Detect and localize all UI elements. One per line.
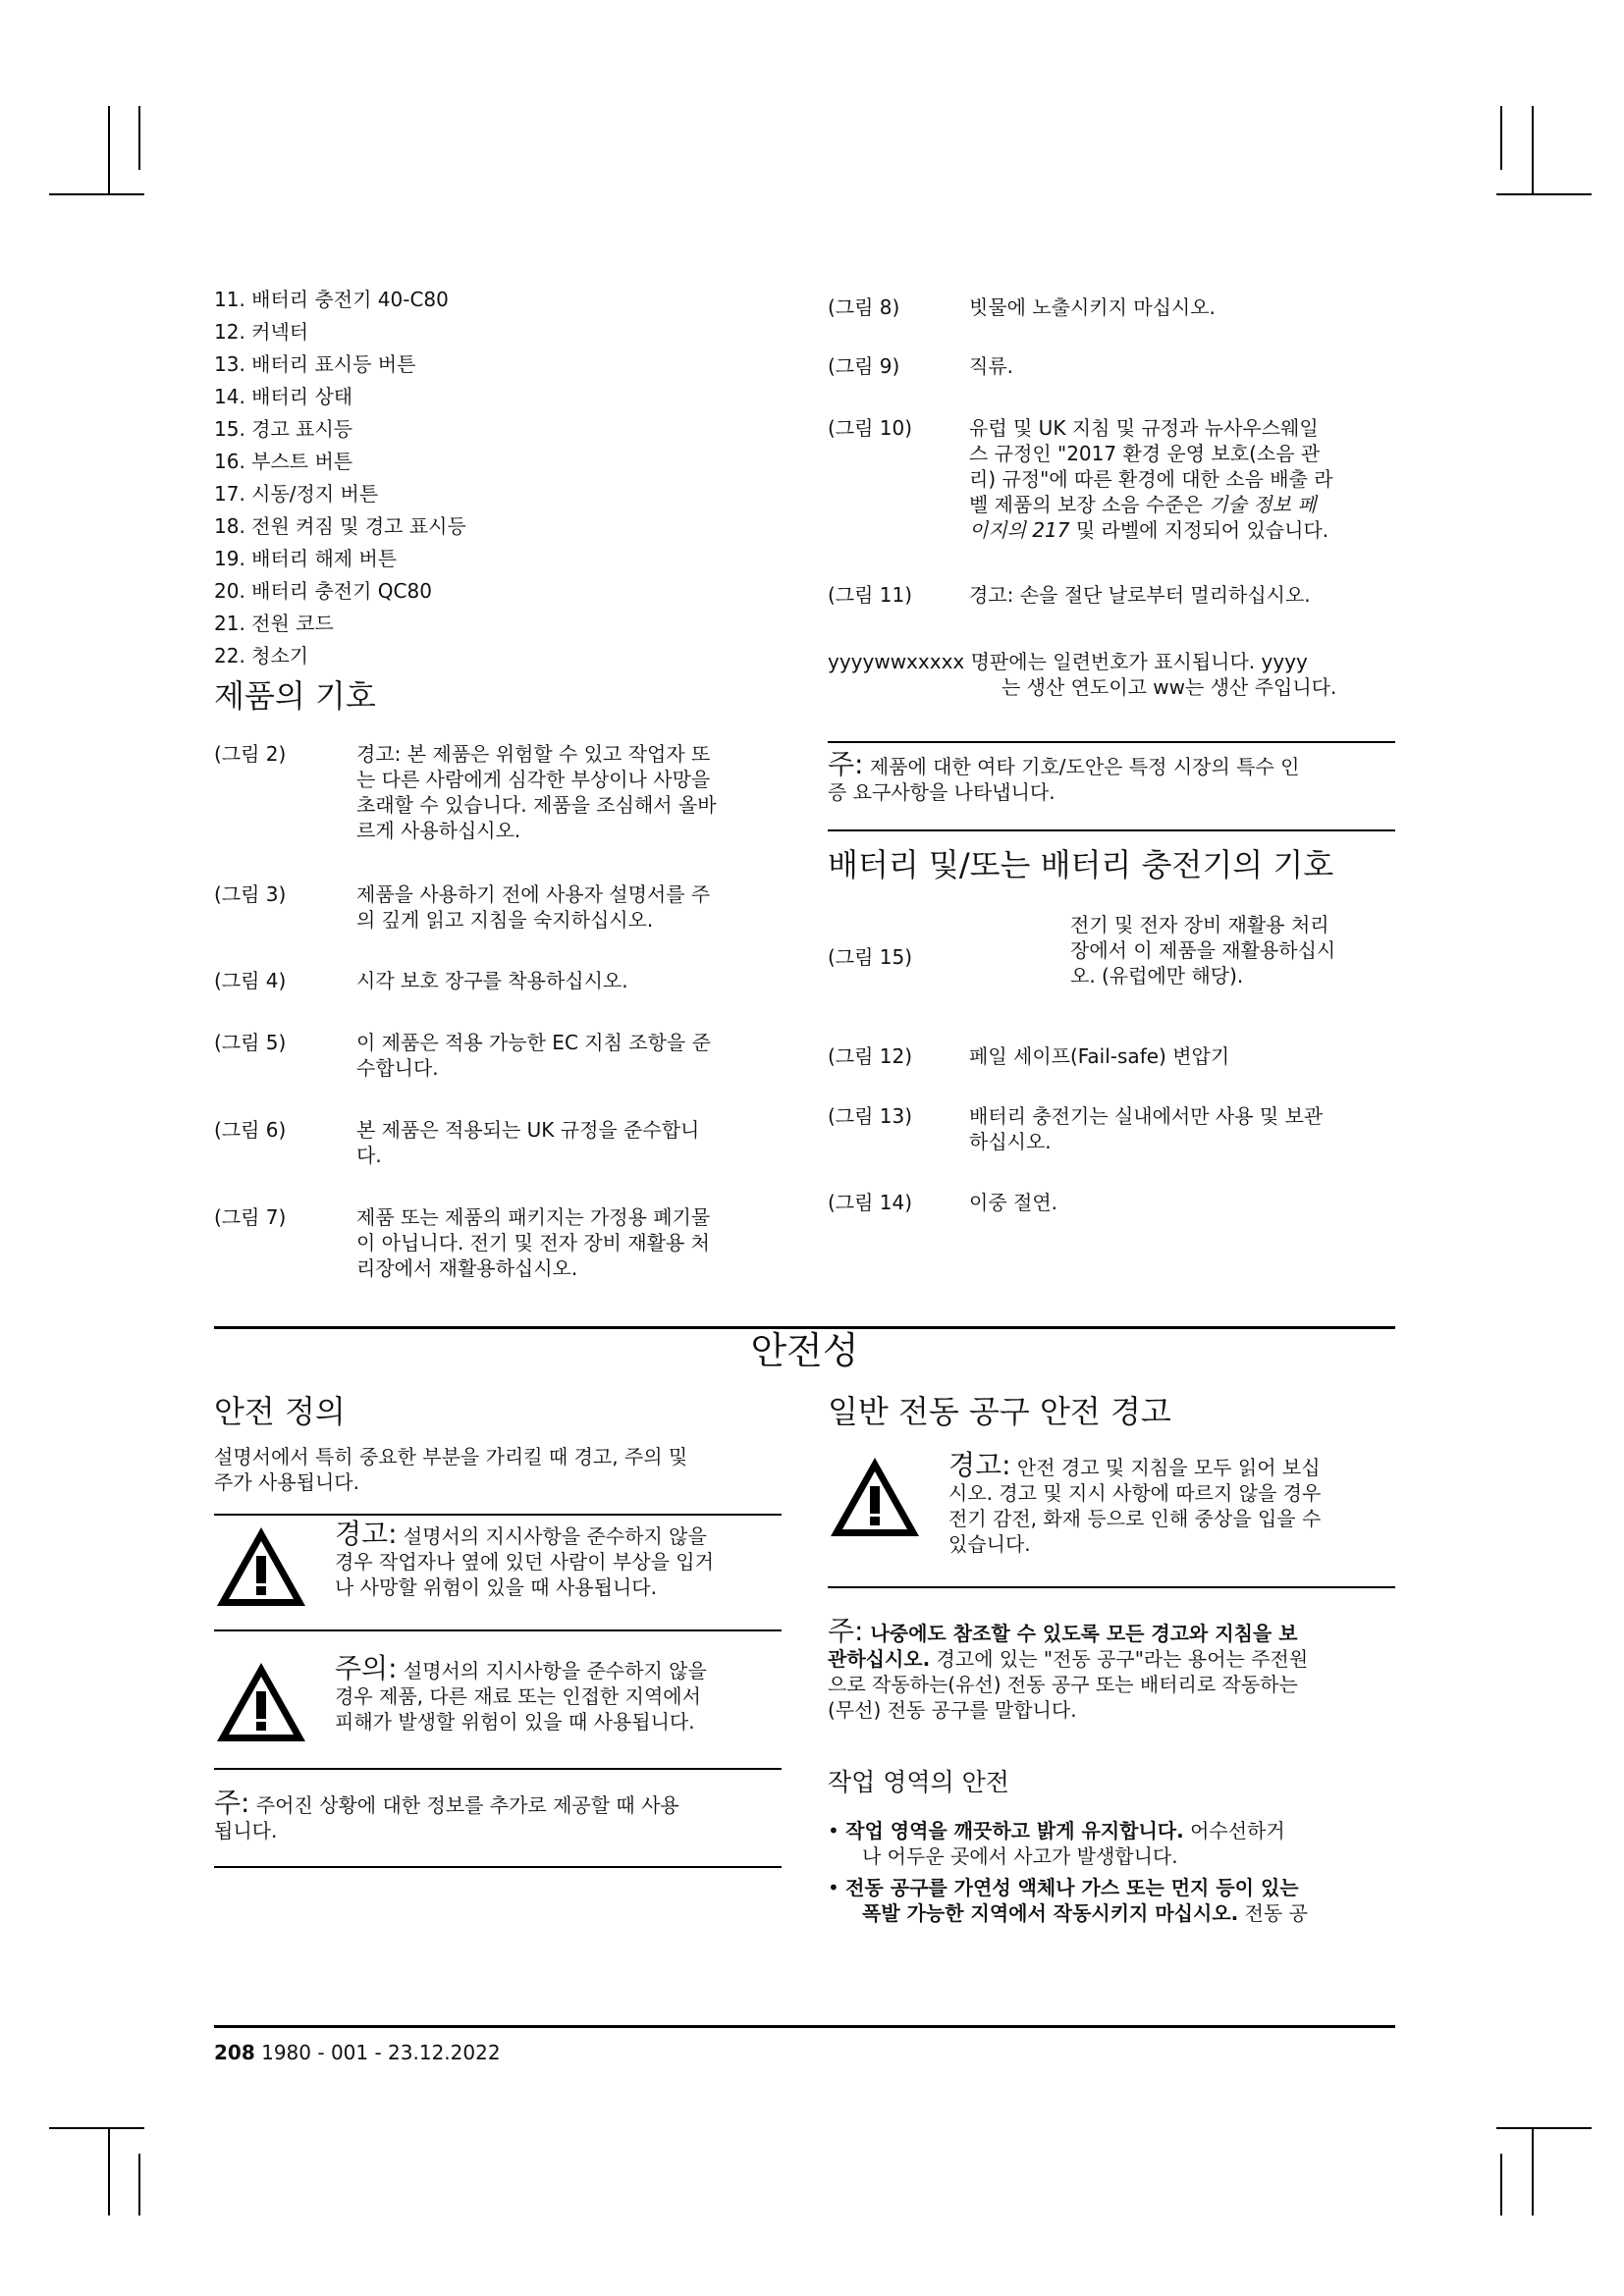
text-span: 제품에 대한 여타 기호/도안은 특정 시장의 특수 인 — [863, 755, 1300, 778]
bold-text: 폭발 가능한 지역에서 작동시키지 마십시오. — [862, 1901, 1239, 1925]
divider — [828, 741, 1395, 743]
section-title: 안전성 — [750, 1329, 859, 1372]
text-line: 제품 또는 제품의 패키지는 가정용 폐기물 — [356, 1205, 711, 1229]
figure-label: (그림 7) — [214, 1205, 287, 1229]
list-item: 19. 배터리 해제 버튼 — [214, 547, 398, 570]
divider — [828, 1586, 1395, 1588]
text-line: 본 제품은 적용되는 UK 규정을 준수합니 — [356, 1118, 700, 1142]
crop-mark — [1532, 2127, 1534, 2216]
divider — [214, 1768, 782, 1770]
footer — [214, 2040, 501, 2065]
warning-definition — [335, 1518, 786, 1600]
crop-mark — [108, 2127, 110, 2216]
text-line: 초래할 수 있습니다. 제품을 조심해서 올바 — [356, 793, 717, 817]
footer-rule — [214, 2025, 1395, 2028]
figure-description — [356, 881, 769, 933]
text-span: 설명서의 지시사항을 준수하지 않을 — [397, 1659, 707, 1682]
figure-label: (그림 10) — [828, 416, 913, 440]
figure-label: (그림 3) — [214, 882, 287, 906]
figure-description: 페일 세이프(Fail-safe) 변압기 — [969, 1044, 1230, 1068]
text-line — [969, 517, 1397, 543]
crop-mark — [108, 106, 110, 195]
text-line: 이 아닙니다. 전기 및 전자 장비 재활용 처 — [356, 1231, 710, 1255]
text-line: 경고: 본 제품은 위험할 수 있고 작업자 또 — [356, 742, 711, 766]
figure-description — [356, 1204, 769, 1281]
text-line — [828, 1615, 1397, 1647]
symbol-row-fig15 — [828, 912, 1397, 990]
figure-label: (그림 6) — [214, 1118, 287, 1142]
caution-definition — [335, 1652, 786, 1735]
subsection-heading-safety-definitions: 안전 정의 — [214, 1393, 346, 1430]
list-item: 13. 배터리 표시등 버튼 — [214, 352, 416, 376]
general-note — [828, 1615, 1397, 1723]
list-item: 22. 청소기 — [214, 644, 309, 667]
figure-description — [969, 415, 1397, 543]
text-line: 전기 감전, 화재 등으로 인해 중상을 입을 수 — [948, 1507, 1322, 1530]
note-prefix: 주: — [828, 1615, 864, 1647]
text-line: 주가 사용됩니다. — [214, 1470, 359, 1494]
text-span: 안전 경고 및 지침을 모두 읽어 보십 — [1010, 1456, 1321, 1479]
figure-label: (그림 15) — [828, 945, 913, 969]
text-line: 나 어두운 곳에서 사고가 발생합니다. — [862, 1844, 1178, 1868]
text-line — [828, 1900, 1397, 1926]
text-span: 어수선하거 — [1183, 1819, 1285, 1842]
figure-description — [1070, 912, 1397, 988]
text-line: 리장에서 재활용하십시오. — [356, 1256, 578, 1280]
text-span: 및 라벨에 지정되어 있습니다. — [1069, 518, 1329, 542]
crop-mark — [1500, 2154, 1502, 2216]
crop-mark — [138, 106, 140, 170]
section-heading-product-symbols: 제품의 기호 — [214, 677, 376, 715]
warning-prefix: 경고: — [335, 1518, 398, 1550]
text-line: 있습니다. — [948, 1532, 1031, 1556]
text-line — [828, 1646, 1397, 1672]
figure-description — [356, 741, 769, 843]
figure-description: 직류. — [969, 354, 1013, 378]
text-line: 다. — [356, 1144, 382, 1167]
text-line: 경우 제품, 다른 재료 또는 인접한 지역에서 — [335, 1684, 701, 1708]
crop-mark — [1496, 193, 1592, 195]
text-line — [969, 492, 1397, 517]
list-item: • 작업 영역을 깨끗하고 밝게 유지합니다. 어수선하거 — [828, 1819, 1285, 1842]
crop-mark — [49, 2127, 144, 2129]
crop-mark — [1496, 2127, 1592, 2129]
note-prefix: 주: — [214, 1787, 250, 1819]
figure-label: (그림 8) — [828, 295, 900, 319]
list-item: 14. 배터리 상태 — [214, 385, 353, 408]
list-item: • 전동 공구를 가연성 액체나 가스 또는 먼지 등이 있는 — [828, 1876, 1299, 1899]
figure-description — [969, 1103, 1397, 1154]
figure-label: (그림 5) — [214, 1031, 287, 1054]
text-span: 주어진 상황에 대한 정보를 추가로 제공할 때 사용 — [249, 1793, 679, 1817]
text-line — [828, 649, 1397, 674]
figure-label: (그림 13) — [828, 1104, 913, 1128]
figure-label: (그림 12) — [828, 1044, 913, 1068]
divider — [214, 1514, 782, 1516]
note-block — [828, 748, 1397, 805]
serial-code: yyyywwxxxxx — [828, 650, 965, 673]
figure-description — [356, 1030, 769, 1081]
section-heading-battery-symbols: 배터리 및/또는 배터리 충전기의 기호 — [828, 846, 1334, 883]
text-line: 르게 사용하십시오. — [356, 819, 521, 842]
figure-description — [356, 968, 769, 993]
bold-text: 전동 공구를 가연성 액체나 가스 또는 먼지 등이 있는 — [845, 1876, 1299, 1899]
list-item: 16. 부스트 버튼 — [214, 450, 353, 473]
list-item: 17. 시동/정지 버튼 — [214, 482, 379, 506]
text-line: 리) 규정"에 따른 환경에 대한 소음 배출 라 — [969, 467, 1333, 491]
bold-text: 관하십시오. — [828, 1647, 931, 1671]
text-line: 나 사망할 위험이 있을 때 사용됩니다. — [335, 1575, 657, 1599]
subsection-heading-general-warnings: 일반 전동 공구 안전 경고 — [828, 1393, 1171, 1430]
text-line: 수합니다. — [356, 1056, 439, 1080]
italic-ref: 기술 정보 페 — [1209, 493, 1317, 516]
text-line: 피해가 발생할 위험이 있을 때 사용됩니다. — [335, 1710, 695, 1734]
text-line — [214, 1787, 784, 1819]
figure-description: 빗물에 노출시키지 마십시오. — [969, 295, 1216, 319]
italic-ref: 이지의 217 — [969, 518, 1070, 542]
figure-description: 경고: 손을 절단 날로부터 멀리하십시오. — [969, 583, 1311, 607]
note-prefix: 주: — [828, 748, 864, 780]
definitions-intro — [214, 1444, 784, 1495]
warning-triangle-icon — [214, 1660, 308, 1744]
figure-label: (그림 11) — [828, 583, 913, 607]
warning-triangle-icon — [828, 1455, 922, 1539]
divider — [214, 1866, 782, 1868]
list-item: 21. 전원 코드 — [214, 612, 334, 635]
text-line: 됩니다. — [214, 1819, 278, 1842]
note-definition — [214, 1787, 784, 1843]
text-line: 경우 작업자나 옆에 있던 사람이 부상을 입거 — [335, 1550, 714, 1574]
divider — [828, 829, 1395, 831]
text-line: 스 규정인 "2017 환경 운영 보호(소음 관 — [969, 442, 1321, 465]
text-line: 유럽 및 UK 지침 및 규정과 뉴사우스웨일 — [969, 416, 1319, 440]
text-span: 설명서의 지시사항을 준수하지 않을 — [397, 1524, 707, 1548]
figure-label: (그림 4) — [214, 969, 287, 992]
text-line — [828, 748, 1397, 780]
figure-label: (그림 2) — [214, 742, 287, 766]
text-line: 는 다른 사람에게 심각한 부상이나 사망을 — [356, 768, 711, 791]
crop-mark — [49, 193, 144, 195]
text-line: 배터리 충전기는 실내에서만 사용 및 보관 — [969, 1104, 1324, 1128]
text-line: 이 제품은 적용 가능한 EC 지침 조항을 준 — [356, 1031, 711, 1054]
bold-text: 나중에도 참조할 수 있도록 모든 경고와 지침을 보 — [863, 1622, 1298, 1645]
warning-prefix: 경고: — [948, 1449, 1011, 1481]
text-line: 오. (유럽에만 해당). — [1070, 964, 1244, 988]
text-line — [335, 1652, 786, 1684]
bullet-list — [828, 1818, 1397, 1926]
text-line: 장에서 이 제품을 재활용하십시 — [1070, 938, 1336, 962]
text-span: 벨 제품의 보장 소음 수준은 — [969, 493, 1210, 516]
text-line — [948, 1449, 1400, 1481]
list-item: 15. 경고 표시등 — [214, 417, 353, 441]
text-line: 의 깊게 읽고 지침을 숙지하십시오. — [356, 908, 654, 932]
crop-mark — [1532, 106, 1534, 195]
list-item: 18. 전원 켜짐 및 경고 표시등 — [214, 514, 466, 538]
figure-description — [356, 1117, 769, 1168]
list-item: 12. 커넥터 — [214, 320, 309, 344]
text-line: 하십시오. — [969, 1130, 1052, 1153]
text-line: 제품을 사용하기 전에 사용자 설명서를 주 — [356, 882, 711, 906]
divider — [214, 1629, 782, 1631]
text-line: 증 요구사항을 나타냅니다. — [828, 780, 1056, 804]
list-item: 11. 배터리 충전기 40-C80 — [214, 288, 449, 311]
text-line: 시각 보호 장구를 착용하십시오. — [356, 969, 628, 992]
warning-triangle-icon — [214, 1524, 308, 1609]
document-id: 1980 - 001 - 23.12.2022 — [254, 2041, 501, 2064]
text-span: 전동 공 — [1238, 1901, 1308, 1925]
page-number: 208 — [214, 2041, 255, 2064]
text-line: 으로 작동하는(유선) 전동 공구 또는 배터리로 작동하는 — [828, 1673, 1298, 1696]
text-span: 명판에는 일련번호가 표시됩니다. yyyy — [964, 650, 1308, 673]
list-item: 20. 배터리 충전기 QC80 — [214, 579, 432, 603]
bold-text: 작업 영역을 깨끗하고 밝게 유지합니다. — [845, 1819, 1184, 1842]
text-line: 설명서에서 특히 중요한 부분을 가리킬 때 경고, 주의 및 — [214, 1445, 688, 1468]
crop-mark — [138, 2154, 140, 2216]
general-warning — [948, 1449, 1400, 1557]
text-line: 시오. 경고 및 지시 사항에 따르지 않을 경우 — [948, 1481, 1322, 1505]
crop-mark — [1500, 106, 1502, 170]
subsection-heading-work-area: 작업 영역의 안전 — [828, 1768, 1009, 1796]
text-line: (무선) 전동 공구를 말합니다. — [828, 1698, 1077, 1722]
text-line: 전기 및 전자 장비 재활용 처리 — [1070, 913, 1329, 936]
text-line — [335, 1518, 786, 1550]
caution-prefix: 주의: — [335, 1652, 398, 1684]
text-line: 는 생산 연도이고 ww는 생산 주입니다. — [1001, 675, 1337, 699]
parts-list — [214, 284, 764, 672]
figure-description: 이중 절연. — [969, 1191, 1057, 1214]
figure-label: (그림 9) — [828, 354, 900, 378]
figure-label: (그림 14) — [828, 1191, 913, 1214]
serial-number-info — [828, 649, 1397, 700]
text-span: 경고에 있는 "전동 공구"라는 용어는 주전원 — [930, 1647, 1309, 1671]
